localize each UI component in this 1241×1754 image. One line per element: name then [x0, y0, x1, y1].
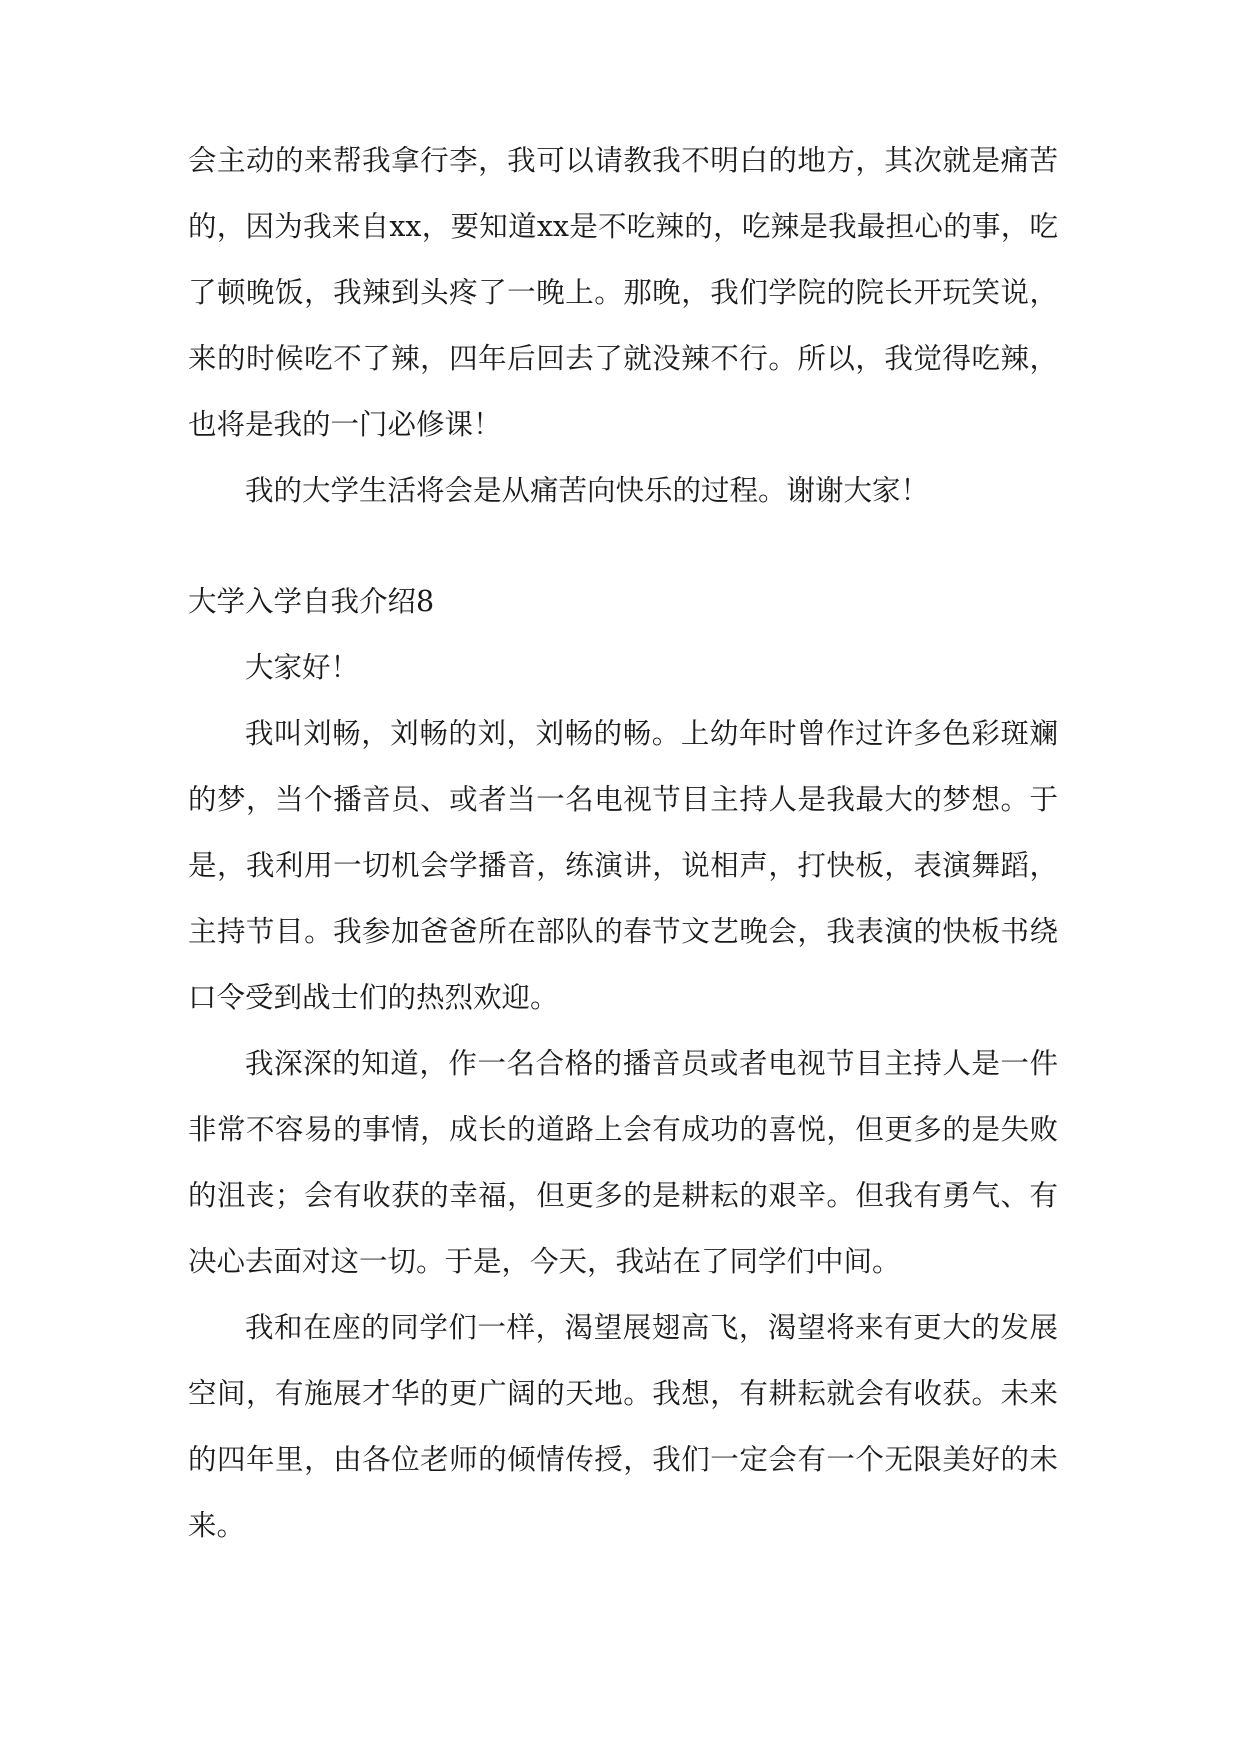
body-paragraph: 我深深的知道，作一名合格的播音员或者电视节目主持人是一件非常不容易的事情，成长的道路上会有成功的喜悦，但更多的是失败的沮丧；会有收获的幸福，但更多的是耕耘的艰辛。但我有勇气、有决心去面对这一切。于是，今天，我站在了同学们中间。 [188, 1047, 1058, 1278]
section-title: 大学入学自我介绍8 [188, 585, 435, 618]
closing-paragraph: 我的大学生活将会是从痛苦向快乐的过程。谢谢大家！ [245, 474, 930, 507]
body-paragraph: 我叫刘畅，刘畅的刘，刘畅的畅。上幼年时曾作过许多色彩斑斓的梦，当个播音员、或者当一名电视节目主持人是我最大的梦想。于是，我利用一切机会学播音，练演讲，说相声，打快板，表演舞蹈，主持节目。我参加爸爸所在部队的春节文艺晚会，我表演的快板书绕口令受到战士们的热烈欢迎。 [188, 717, 1058, 1014]
continued-paragraph: 会主动的来帮我拿行李，我可以请教我不明白的地方，其次就是痛苦的，因为我来自xx，要知道xx是不吃辣的，吃辣是我最担心的事，吃了顿晚饭，我辣到头疼了一晚上。那晚，我们学院的院长开玩笑说，来的时候吃不了辣，四年后回去了就没辣不行。所以，我觉得吃辣，也将是我的一门必修课！ [188, 144, 1058, 441]
greeting: 大家好！ [245, 651, 360, 684]
body-paragraph: 我和在座的同学们一样，渴望展翅高飞，渴望将来有更大的发展空间，有施展才华的更广阔的天地。我想，有耕耘就会有收获。未来的四年里，由各位老师的倾情传授，我们一定会有一个无限美好的未来。 [188, 1311, 1058, 1542]
document-body [188, 128, 1058, 1559]
